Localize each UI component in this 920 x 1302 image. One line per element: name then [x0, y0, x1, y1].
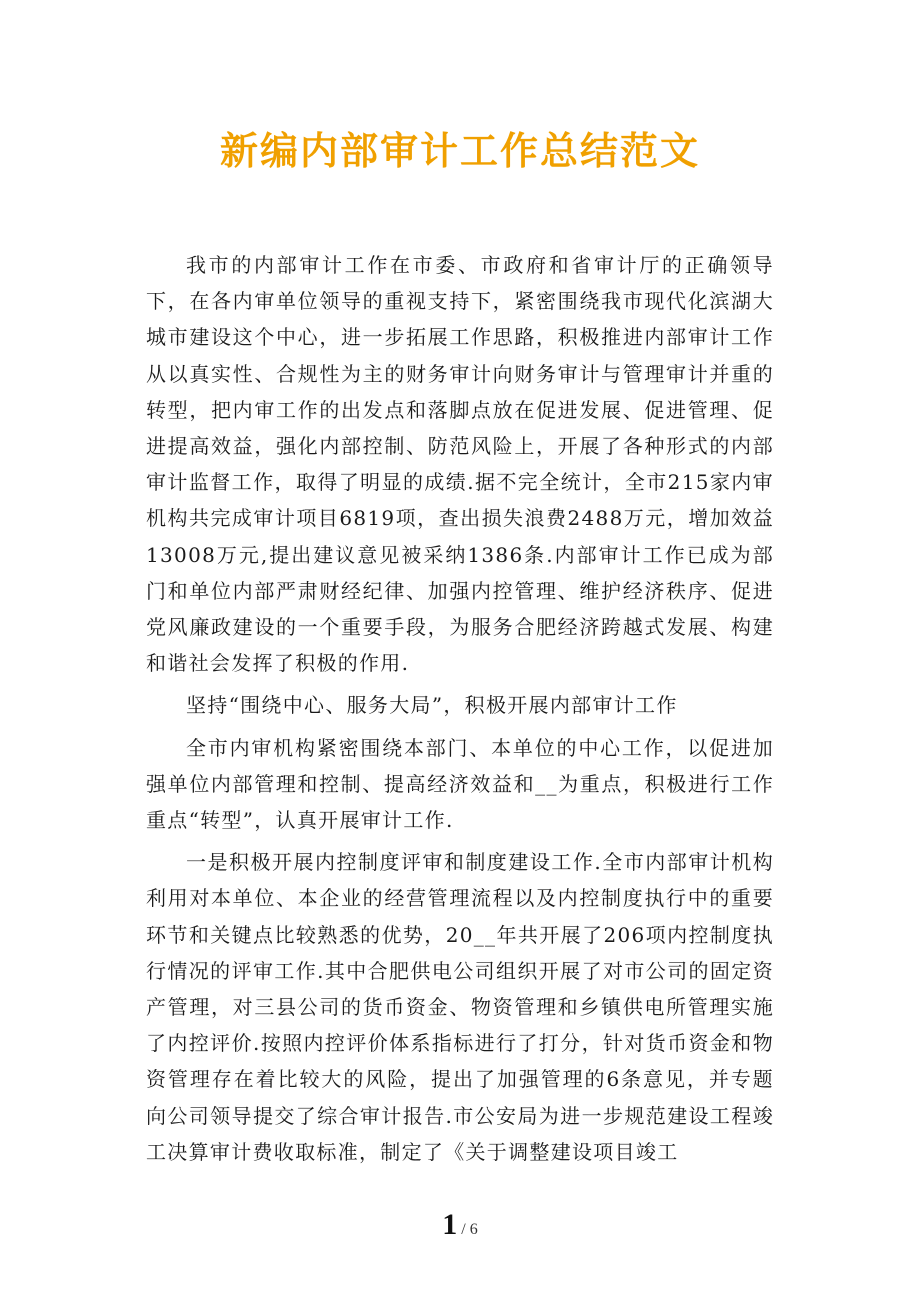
- paragraph-focus: 全市内审机构紧密围绕本部门、本单位的中心工作，以促进加强单位内部管理和控制、提高经济效益和__为重点，积极进行工作重点“转型”，认真开展审计工作.: [146, 735, 774, 833]
- current-page-number: 1: [442, 1208, 458, 1241]
- document-title: 新编内部审计工作总结范文: [219, 128, 700, 173]
- paragraph-heading: 坚持“围绕中心、服务大局”，积极开展内部审计工作: [186, 693, 678, 718]
- total-pages-label: / 6: [457, 1221, 478, 1238]
- document-body: [146, 247, 774, 1170]
- paragraph-internal-control: 一是积极开展内控制度评审和制度建设工作.全市内部审计机构利用对本单位、本企业的经营管理流程以及内控制度执行中的重要环节和关键点比较熟悉的优势，20__年共开展了206项内控制度执行情况的评审工作.其中合肥供电公司组织开展了对市公司的固定资产管理，对三县公司的货币资金、物资管理和乡镇供电所管理实施了内控评价.按照内控评价体系指标进行了打分，针对货币资金和物资管理存在着比较大的风险，提出了加强管理的6条意见，并专题向公司领导提交了综合审计报告.市公安局为进一步规范建设工程竣工决算审计费收取标准，制定了《关于调整建设项目竣工: [146, 850, 774, 1164]
- paragraph-intro: 我市的内部审计工作在市委、市政府和省审计厅的正确领导下，在各内审单位领导的重视支持下，紧密围绕我市现代化滨湖大城市建设这个中心，进一步拓展工作思路，积极推进内部审计工作从以真实性、合规性为主的财务审计向财务审计与管理审计并重的转型，把内审工作的出发点和落脚点放在促进发展、促进管理、促进提高效益，强化内部控制、防范风险上，开展了各种形式的内部审计监督工作，取得了明显的成绩.据不完全统计，全市215家内审机构共完成审计项目6819项，查出损失浪费2488万元，增加效益13008万元,提出建议意见被采纳1386条.内部审计工作已成为部门和单位内部严肃财经纪律、加强内控管理、维护经济秩序、促进党风廉政建设的一个重要手段，为服务合肥经济跨越式发展、构建和谐社会发挥了积极的作用.: [146, 253, 774, 676]
- page-number: [0, 1208, 920, 1242]
